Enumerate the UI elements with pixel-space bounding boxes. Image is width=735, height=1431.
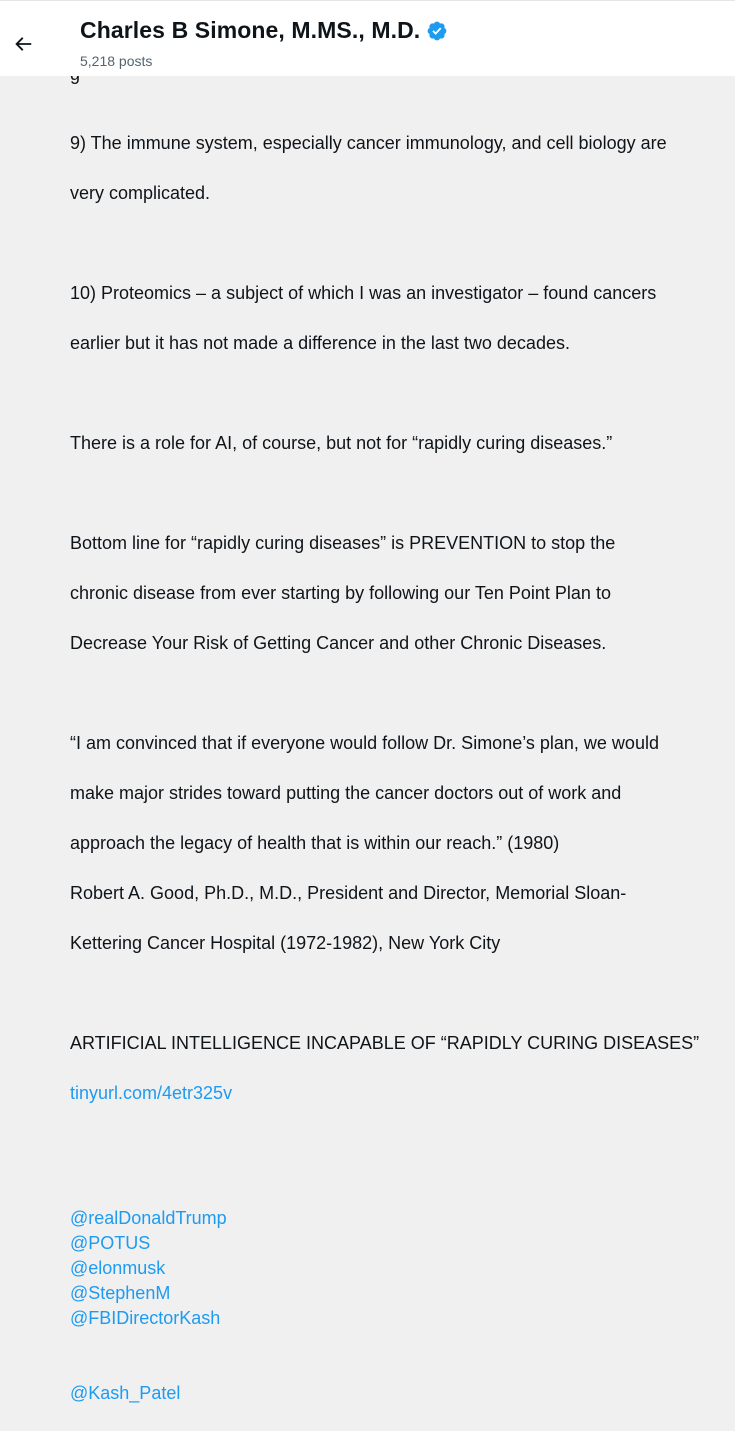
paragraph-9 (70, 106, 720, 231)
text-line: Decrease Your Risk of Getting Cancer and other Chronic Diseases. (70, 633, 607, 653)
mention-link[interactable]: @Kash_Patel (70, 1383, 181, 1403)
mention-link[interactable]: @StephenM (70, 1283, 171, 1303)
text-line: very complicated. (70, 183, 211, 203)
text-line: Kettering Cancer Hospital (1972-1982), New York City (70, 933, 501, 953)
mentions (70, 1156, 720, 1431)
text-line: Bottom line for “rapidly curing diseases” is PREVENTION to stop the (70, 533, 616, 553)
mention-link[interactable]: @realDonaldTrump (70, 1208, 227, 1228)
verified-badge-icon[interactable] (426, 20, 448, 42)
paragraph-quote (70, 706, 720, 981)
back-arrow-icon (12, 33, 34, 55)
profile-header (0, 0, 735, 76)
external-link[interactable]: tinyurl.com/4etr325v (70, 1083, 233, 1103)
text-line: approach the legacy of health that is within our reach.” (1980) (70, 833, 560, 853)
mention-link[interactable]: @POTUS (70, 1233, 151, 1253)
title-row (80, 17, 448, 44)
back-button[interactable] (6, 27, 40, 61)
profile-name[interactable]: Charles B Simone, M.MS., M.D. (80, 17, 421, 43)
text-line: make major strides toward putting the cancer doctors out of work and (70, 783, 622, 803)
text-line: chronic disease from ever starting by following our Ten Point Plan to (70, 583, 611, 603)
text-line: Robert A. Good, Ph.D., M.D., President and Director, Memorial Sloan- (70, 883, 627, 903)
paragraph-10 (70, 256, 720, 381)
text-line: 9) The immune system, especially cancer immunology, and cell biology are (70, 133, 667, 153)
text-line: 10) Proteomics – a subject of which I was an investigator – found cancers (70, 283, 657, 303)
headline-text: ARTIFICIAL INTELLIGENCE INCAPABLE OF “RAPIDLY CURING DISEASES” (70, 1033, 700, 1053)
mention-link[interactable]: @FBIDirectorKash (70, 1308, 221, 1328)
paragraph-headline (70, 1006, 720, 1131)
paragraph-ai (70, 406, 720, 481)
text-line: earlier but it has not made a difference in the last two decades. (70, 333, 570, 353)
paragraph-bottom-line (70, 506, 720, 681)
text-line: “I am convinced that if everyone would follow Dr. Simone’s plan, we would (70, 733, 659, 753)
post-body (70, 106, 720, 1431)
text-line: There is a role for AI, of course, but not for “rapidly curing diseases.” (70, 433, 613, 453)
mention-link[interactable]: @elonmusk (70, 1258, 166, 1278)
post-count: 5,218 posts (80, 53, 153, 69)
